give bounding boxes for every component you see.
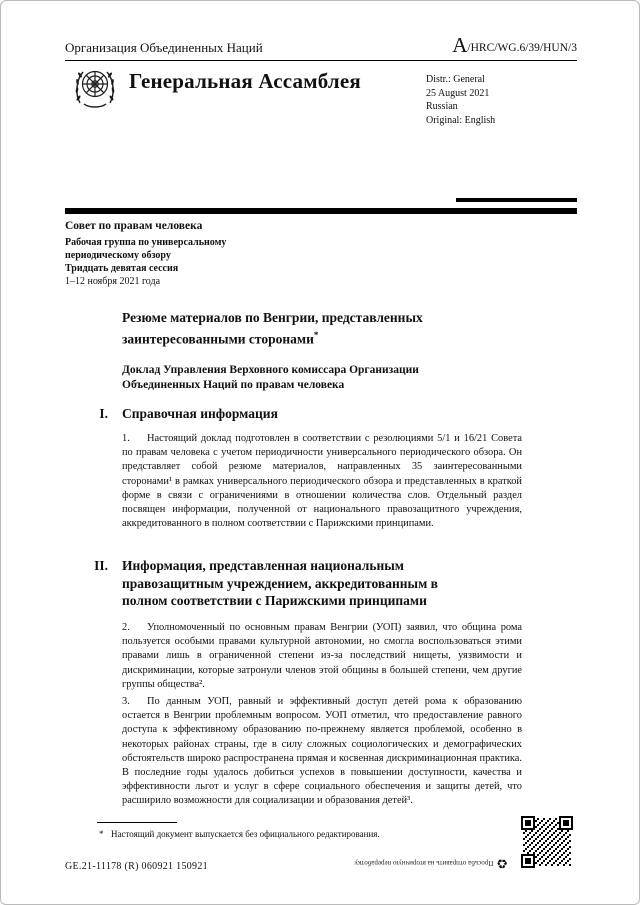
document-title-text: Резюме материалов по Венгрии, представленных заинтересованными сторонами <box>122 310 423 346</box>
language-line: Russian <box>426 101 458 112</box>
date-line: 25 August 2021 <box>426 87 490 99</box>
assembly-title: Генеральная Ассамблея <box>129 69 361 93</box>
recycle-icon: ♻ <box>496 856 508 871</box>
para-number: 1. <box>122 433 130 444</box>
para-text: По данным УОП, равный и эффективный доступ детей рома к образованию остается в Венгрии проблемным вопросом. УОП отметил, что предоставление равного доступа к эффективному образованию по-прежнему является проблемой, особенно в некоторых районах страны, где в силу сложных социологических и демографических обстоятельств широко распространена прямая и косвенная дискриминационная практика. В последние годы удалось добиться успехов в повышении доступности, качества и эффективности льгот и услуг в сфере социального обеспечения и защиты детей, что расширило возможности для социализации и образования детей³. <box>122 696 522 807</box>
footnote <box>97 828 477 840</box>
footer-document-code: GE.21-11178 (R) 060921 150921 <box>65 861 208 872</box>
divider-bar-short <box>456 198 577 202</box>
recycle-note <box>354 856 508 871</box>
section-heading-1 <box>65 405 452 423</box>
doc-symbol-rest: /HRC/WG.6/39/HUN/3 <box>467 42 577 54</box>
paragraph <box>122 695 522 809</box>
distribution-block <box>426 73 495 127</box>
council-name: Совет по правам человека <box>65 220 203 232</box>
footnote-separator <box>97 822 177 823</box>
session-number: Тридцать девятая сессия <box>65 263 179 274</box>
para-number: 2. <box>122 622 130 633</box>
doc-symbol <box>452 35 577 56</box>
section-heading-text: Информация, представленная национальным правозащитным учреждением, аккредитованным в полном соответствии с Парижскими принципами <box>122 558 438 608</box>
un-emblem-icon <box>69 61 121 113</box>
org-name: Организация Объединенных Наций <box>65 40 263 55</box>
doc-symbol-letter: A <box>452 33 468 57</box>
paragraph <box>122 432 522 531</box>
session-block <box>65 220 226 288</box>
para-text: Уполномоченный по основным правам Венгрии (УОП) заявил, что община рома пользуется особыми правами культурной автономии, но смогла воспользоваться этими правами лишь в ограниченной степени из-за последствий нищеты, уязвимости и дискриминации, которые затронули членов этой общины в большей степени, чем другие группы общества². <box>122 622 522 690</box>
section-heading-text: Справочная информация <box>122 406 278 421</box>
section-heading-2 <box>65 557 452 610</box>
footnote-marker: * <box>99 829 104 839</box>
document-header <box>65 35 577 61</box>
document-subtitle: Доклад Управления Верховного комиссара Организации Объединенных Наций по правам человека <box>122 364 419 391</box>
distr-line: Distr.: General <box>426 74 485 85</box>
paragraph <box>122 621 522 692</box>
para-text: Настоящий доклад подготовлен в соответствии с резолюциями 5/1 и 16/21 Совета по правам человека с учетом периодичности универсального периодического обзора. Он представляет собой резюме материалов, направленных 35 заинтересованными сторонами¹ в рамках универсального периодического обзора и представленных в краткой форме в связи с ограничениями в отношении количества слов. Отдельный раздел посвящен информации, полученной от национального правозащитного учреждения, аккредитованного в полном соответствии с Парижскими принципами. <box>122 433 522 530</box>
working-group-line1: Рабочая группа по универсальному <box>65 237 227 248</box>
section-numeral: I. <box>99 406 108 421</box>
document-title <box>122 309 502 348</box>
qr-code <box>521 816 573 868</box>
footnote-text: Настоящий документ выпускается без официального редактирования. <box>111 829 380 839</box>
original-line: Original: English <box>426 114 496 126</box>
para-number: 3. <box>122 696 130 707</box>
working-group-line2: периодическому обзору <box>65 250 171 261</box>
divider-bar-full <box>65 208 577 214</box>
section-numeral: II. <box>94 558 108 573</box>
recycle-text: Просьба отправить на вторичную переработку <box>354 859 494 868</box>
title-footnote-marker: * <box>313 329 319 340</box>
session-dates: 1–12 ноября 2021 года <box>65 276 161 287</box>
